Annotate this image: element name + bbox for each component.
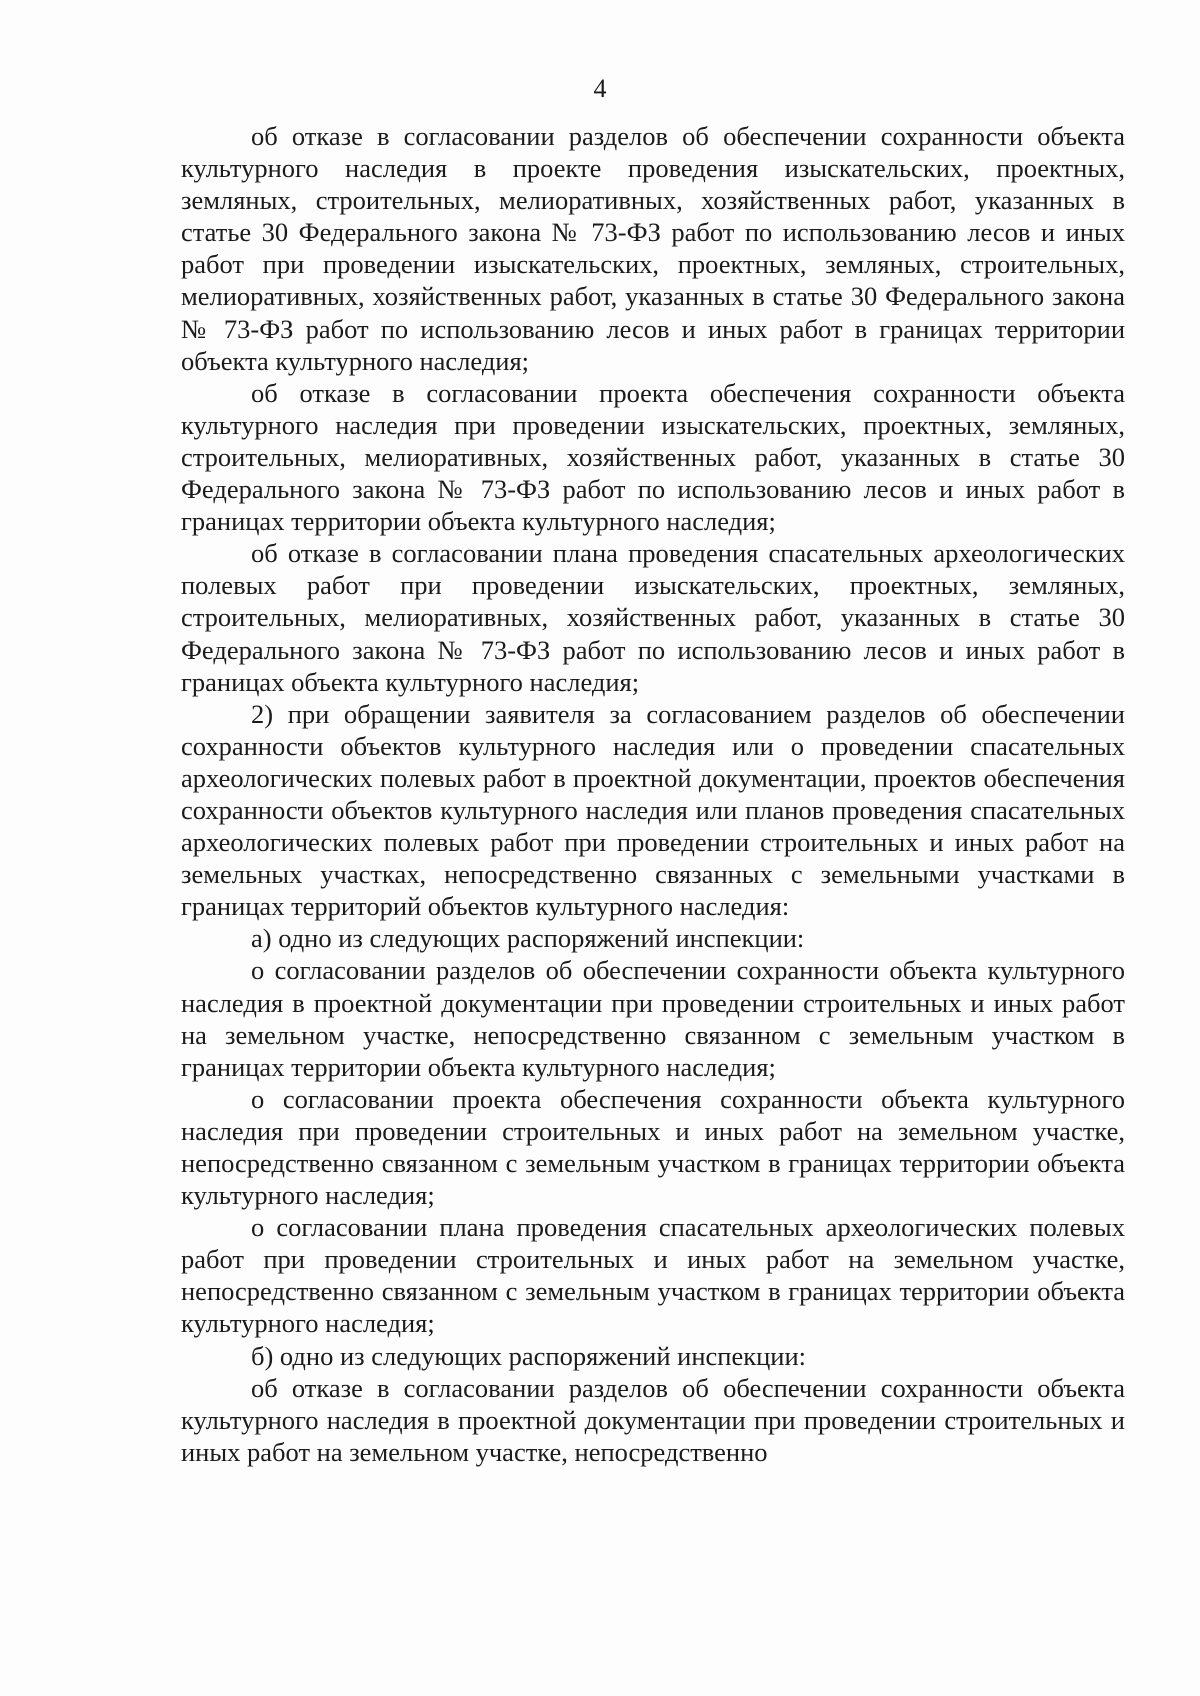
paragraph-approval-sections: о согласовании разделов об обеспечении сохранности объекта культурного наследия в проектной документации при проведении строительных и иных работ на земельном участке, непосредственно связанном с земельным участком в границах территории объекта культурного наследия; (181, 955, 1125, 1082)
paragraph-refusal-sections: об отказе в согласовании разделов об обеспечении сохранности объекта культурного наследия в проекте проведения изыскательских, проектных, земляных, строительных, мелиоративных, хозяйственных работ, указанных в статье 30 Федерального закона № 73-ФЗ работ по использованию лесов и иных работ при проведении изыскательских, проектных, земляных, строительных, мелиоративных, хозяйственных работ, указанных в статье 30 Федерального закона № 73-ФЗ работ по использованию лесов и иных работ в границах территории объекта культурного наследия; (181, 121, 1125, 376)
paragraph-refusal-sections-continued: об отказе в согласовании разделов об обеспечении сохранности объекта культурного наследия в проектной документации при проведении строительных и иных работ на земельном участке, непосредственно (181, 1372, 1125, 1467)
paragraph-subitem-a: а) одно из следующих распоряжений инспекции: (251, 923, 805, 954)
paragraph-subitem-b: б) одно из следующих распоряжений инспекции: (251, 1340, 807, 1371)
paragraph-approval-rescue-plan: о согласовании плана проведения спасательных археологических полевых работ при проведении строительных и иных работ на земельном участке, непосредственно связанном с земельным участком в границах территории объекта культурного наследия; (181, 1212, 1125, 1339)
paragraph-refusal-project: об отказе в согласовании проекта обеспечения сохранности объекта культурного наследия при проведении изыскательских, проектных, земляных, строительных, мелиоративных, хозяйственных работ, указанных в статье 30 Федерального закона № 73-ФЗ работ по использованию лесов и иных работ в границах территории объекта культурного наследия; (181, 377, 1125, 537)
document-body (181, 120, 1125, 1468)
page-number: 4 (593, 74, 607, 103)
paragraph-refusal-rescue-plan: об отказе в согласовании плана проведения спасательных археологических полевых работ при проведении изыскательских, проектных, земляных, строительных, мелиоративных, хозяйственных работ, указанных в статье 30 Федерального закона № 73-ФЗ работ по использованию лесов и иных работ в границах объекта культурного наследия; (181, 538, 1125, 697)
paragraph-item-2: 2) при обращении заявителя за согласованием разделов об обеспечении сохранности объектов культурного наследия или о проведении спасательных археологических полевых работ в проектной документации, проектов обеспечения сохранности объектов культурного наследия или планов проведения спасательных археологических полевых работ при проведении строительных и иных работ на земельных участках, непосредственно связанных с земельными участками в границах территорий объектов культурного наследия: (181, 698, 1125, 922)
paragraph-approval-project: о согласовании проекта обеспечения сохранности объекта культурного наследия при проведении строительных и иных работ на земельном участке, непосредственно связанном с земельным участком в границах территории объекта культурного наследия; (181, 1083, 1125, 1211)
